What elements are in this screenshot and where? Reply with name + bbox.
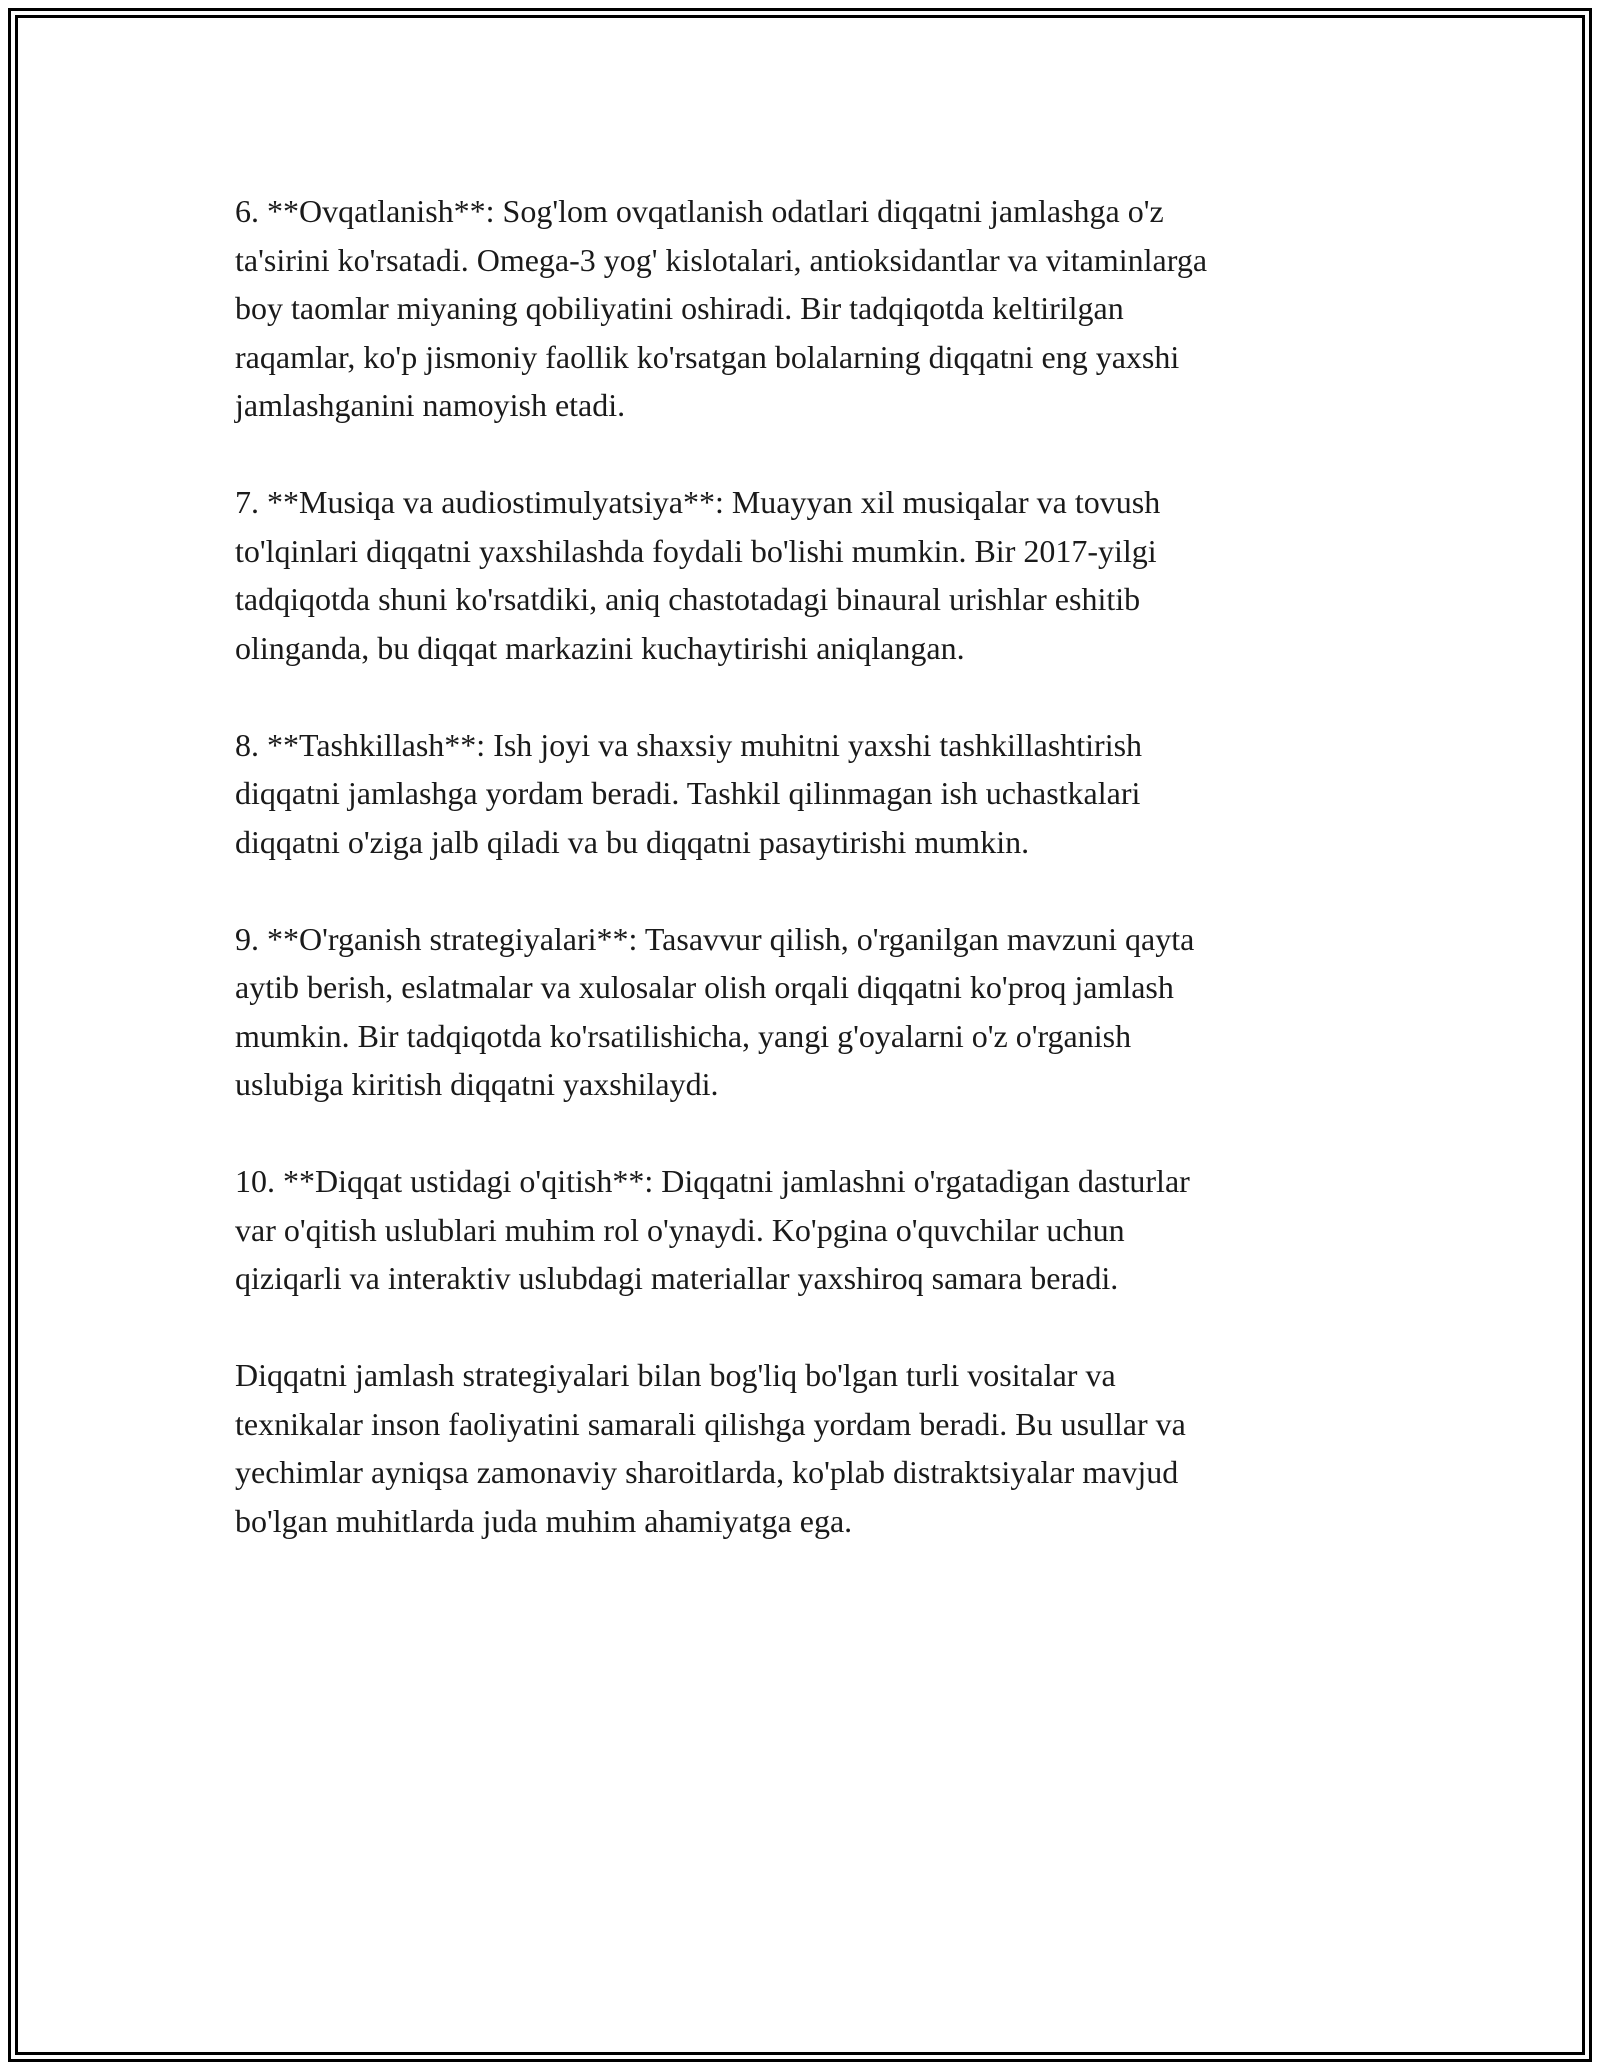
text-line: boy taomlar miyaning qobiliyatini oshiradi. Bir tadqiqotda keltirilgan bbox=[235, 290, 1124, 326]
text-line: uslubiga kiritish diqqatni yaxshilaydi. bbox=[235, 1066, 719, 1102]
text-line: jamlashganini namoyish etadi. bbox=[235, 387, 626, 423]
text-line: diqqatni jamlashga yordam beradi. Tashkil qilinmagan ish uchastkalari bbox=[235, 775, 1141, 811]
text-line: raqamlar, ko'p jismoniy faollik ko'rsatgan bolalarning diqqatni eng yaxshi bbox=[235, 338, 1180, 375]
text-line: var o'qitish uslublari muhim rol o'ynaydi. Ko'pgina o'quvchilar uchun bbox=[235, 1211, 1125, 1248]
text-line: Diqqatni jamlash strategiyalari bilan bog'liq bo'lgan turli vositalar va bbox=[235, 1357, 1116, 1393]
text-line: 9. **O'rganish strategiyalari**: Tasavvur qilish, o'rganilgan mavzuni qayta bbox=[235, 920, 1195, 957]
text-line: 10. **Diqqat ustidagi o'qitish**: Diqqatni jamlashni o'rgatadigan dasturlar bbox=[235, 1163, 1190, 1199]
paragraph-7-music bbox=[235, 478, 1365, 672]
text-line: bo'lgan muhitlarda juda muhim ahamiyatga ega. bbox=[235, 1502, 853, 1539]
text-line: mumkin. Bir tadqiqotda ko'rsatilishicha, yangi g'oyalarni o'z o'rganish bbox=[235, 1017, 1132, 1054]
paragraph-10-attention-training bbox=[235, 1157, 1365, 1303]
text-line: to'lqinlari diqqatni yaxshilashda foydali bo'lishi mumkin. Bir 2017-yilgi bbox=[235, 532, 1157, 569]
text-line: aytib berish, eslatmalar va xulosalar olish orqali diqqatni ko'proq jamlash bbox=[235, 969, 1174, 1005]
text-line: qiziqarli va interaktiv uslubdagi materiallar yaxshiroq samara beradi. bbox=[235, 1260, 1119, 1296]
paragraph-conclusion bbox=[235, 1351, 1365, 1545]
text-line: 8. **Tashkillash**: Ish joyi va shaxsiy muhitni yaxshi tashkillashtirish bbox=[235, 726, 1143, 763]
text-line: 6. **Ovqatlanish**: Sog'lom ovqatlanish odatlari diqqatni jamlashga o'z bbox=[235, 193, 1164, 229]
paragraph-8-organization bbox=[235, 721, 1365, 867]
paragraph-9-learning-strategies bbox=[235, 915, 1365, 1109]
text-line: yechimlar ayniqsa zamonaviy sharoitlarda, ko'plab distraktsiyalar mavjud bbox=[235, 1454, 1179, 1490]
text-line: olinganda, bu diqqat markazini kuchaytirishi aniqlangan. bbox=[235, 629, 965, 666]
text-line: ta'sirini ko'rsatadi. Omega-3 yog' kislotalari, antioksidantlar va vitaminlarga bbox=[235, 241, 1208, 278]
text-line: tadqiqotda shuni ko'rsatdiki, aniq chastotadagi binaural urishlar eshitib bbox=[235, 581, 1141, 617]
paragraph-6-nutrition bbox=[235, 187, 1365, 430]
text-line: texnikalar inson faoliyatini samarali qilishga yordam beradi. Bu usullar va bbox=[235, 1405, 1186, 1442]
document-body bbox=[235, 187, 1365, 1594]
text-line: diqqatni o'ziga jalb qiladi va bu diqqatni pasaytirishi mumkin. bbox=[235, 823, 1030, 860]
text-line: 7. **Musiqa va audiostimulyatsiya**: Muayyan xil musiqalar va tovush bbox=[235, 484, 1161, 520]
